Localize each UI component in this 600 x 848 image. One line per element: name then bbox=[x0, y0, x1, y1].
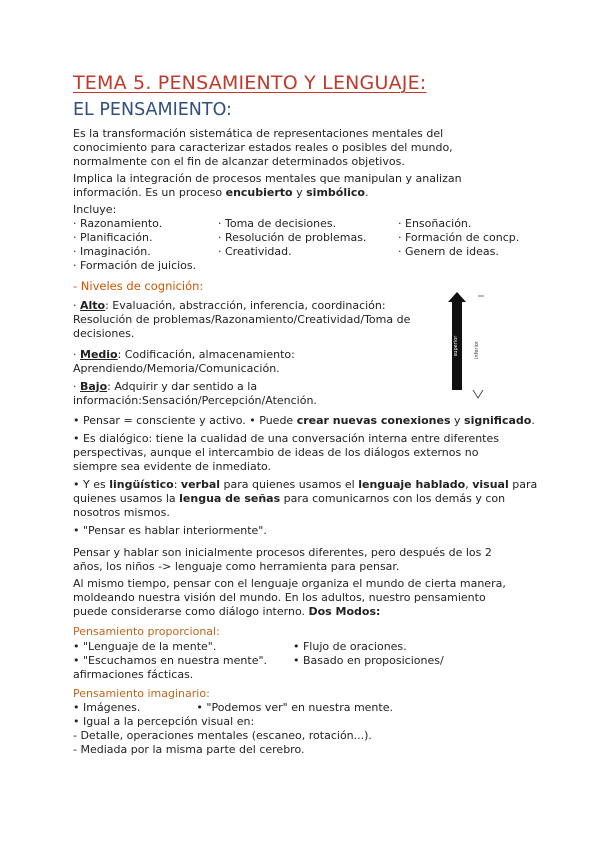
paragraph-line: Al mismo tiempo, pensar con el lenguaje organiza el mundo de cierta manera, bbox=[73, 577, 506, 590]
nivel-line: decisiones. bbox=[73, 327, 135, 340]
text: • Imágenes. bbox=[73, 701, 141, 714]
text: para quienes usamos el bbox=[220, 478, 359, 491]
list-item bbox=[73, 701, 393, 715]
list-item: - Detalle, operaciones mentales (escaneo, rotación...). bbox=[73, 729, 372, 742]
text: . bbox=[364, 186, 369, 199]
paragraph-dos-modos bbox=[73, 577, 543, 619]
arrow-head-up bbox=[448, 292, 466, 302]
list-item: · Imaginación. bbox=[73, 245, 151, 258]
text: • "Podemos ver" en nuestra mente. bbox=[196, 701, 393, 714]
page-title: TEMA 5. PENSAMIENTO Y LENGUAJE: bbox=[73, 72, 427, 94]
bold-term: lenguaje hablado bbox=[358, 478, 466, 491]
list-item: · Ensoñación. bbox=[398, 217, 472, 230]
text: quienes usamos la bbox=[73, 492, 180, 505]
nivel-label: Alto bbox=[80, 299, 106, 312]
implica-line bbox=[73, 186, 543, 200]
arrow-head-down bbox=[473, 390, 483, 398]
text: • Y es bbox=[73, 478, 110, 491]
bold-term: simbólico bbox=[306, 186, 365, 199]
list-item: · Genern de ideas. bbox=[398, 245, 499, 258]
definition-line: normalmente con el fin de alcanzar determinados objetivos. bbox=[73, 155, 405, 168]
cognition-level-arrow bbox=[444, 292, 488, 402]
bullet-line bbox=[73, 492, 543, 506]
nivel-medio bbox=[73, 348, 443, 376]
definition-line: conocimiento para caracterizar estados reales o posibles del mundo, bbox=[73, 141, 453, 154]
implica-line: Implica la integración de procesos mentales que manipulan y analizan bbox=[73, 172, 462, 185]
text: : Codificación, almacenamiento: bbox=[117, 348, 295, 361]
list-item: · Formación de juicios. bbox=[73, 259, 197, 272]
paragraph-line: moldeando nuestra visión del mundo. En los adultos, nuestro pensamiento bbox=[73, 591, 486, 604]
bold-term: crear nuevas conexiones bbox=[296, 414, 451, 427]
bold-term: lengua de señas bbox=[179, 492, 281, 505]
text: . bbox=[531, 414, 535, 427]
text: , bbox=[465, 478, 473, 491]
text: para bbox=[508, 478, 538, 491]
text: para comunicarnos con los demás y con bbox=[280, 492, 506, 505]
bold-term: lingüístico bbox=[109, 478, 174, 491]
bullet-line: • Es dialógico: tiene la cualidad de una conversación interna entre diferentes bbox=[73, 432, 499, 445]
pensamiento-proporcional-heading: Pensamiento proporcional: bbox=[73, 625, 220, 638]
incluye-column-1 bbox=[73, 217, 196, 273]
list-item: • Basado en proposiciones/ bbox=[293, 654, 444, 667]
bullet-consciente bbox=[73, 414, 543, 428]
incluye-column-2 bbox=[218, 217, 366, 259]
list-item: · Planificación. bbox=[73, 231, 153, 244]
list-item: • Igual a la percepción visual en: bbox=[73, 715, 255, 728]
arrow-right-label: inferior bbox=[474, 341, 480, 359]
definition-paragraph bbox=[73, 127, 543, 169]
text: puede considerarse como diálogo interno. bbox=[73, 605, 309, 618]
pensamiento-imaginario-heading: Pensamiento imaginario: bbox=[73, 687, 210, 700]
incluye-label: Incluye: bbox=[73, 203, 117, 216]
list-item: • Flujo de oraciones. bbox=[293, 640, 407, 653]
proporcional-column-1 bbox=[73, 640, 267, 682]
list-item: - Mediada por la misma parte del cerebro. bbox=[73, 743, 305, 756]
list-item: · Creatividad. bbox=[218, 245, 292, 258]
paragraph-line bbox=[73, 605, 543, 619]
list-item: • "Lenguaje de la mente". bbox=[73, 640, 217, 653]
nivel-bajo bbox=[73, 380, 443, 408]
paragraph-pensar-hablar bbox=[73, 546, 543, 574]
bullet-line: perspectivas, aunque el intercambio de ideas de los diálogos externos no bbox=[73, 446, 479, 459]
bold-term: Dos Modos: bbox=[308, 605, 381, 618]
nivel-line: · Bajo: Adquirir y dar sentido a la bbox=[73, 380, 258, 393]
bullet-dialogico bbox=[73, 432, 543, 474]
implica-paragraph bbox=[73, 172, 543, 200]
proporcional-column-2 bbox=[293, 640, 444, 668]
bold-term: significado bbox=[464, 414, 532, 427]
bold-term: verbal bbox=[180, 478, 221, 491]
niveles-heading: - Niveles de cognición: bbox=[73, 279, 204, 293]
text: : Adquirir y dar sentido a la bbox=[107, 380, 258, 393]
nivel-label: Bajo bbox=[80, 380, 108, 393]
bold-term: encubierto bbox=[225, 186, 293, 199]
list-item: • "Escuchamos en nuestra mente". bbox=[73, 654, 268, 667]
nivel-line: · Medio: Codificación, almacenamiento: bbox=[73, 348, 295, 361]
bold-term: visual bbox=[472, 478, 509, 491]
bullet-linguistico bbox=[73, 478, 543, 520]
bullet-line bbox=[73, 478, 543, 492]
list-item: · Resolución de problemas. bbox=[218, 231, 367, 244]
paragraph-line: años, los niños -> lenguaje como herramienta para pensar. bbox=[73, 560, 400, 573]
nivel-line: información:Sensación/Percepción/Atención. bbox=[73, 394, 317, 407]
bullet-line: siempre sea evidente de inmediato. bbox=[73, 460, 272, 473]
list-item: afirmaciones fácticas. bbox=[73, 668, 194, 681]
nivel-line: Aprendiendo/Memoria/Comunicación. bbox=[73, 362, 280, 375]
incluye-column-3 bbox=[398, 217, 519, 259]
section-title: EL PENSAMIENTO: bbox=[73, 100, 232, 120]
paragraph-line: Pensar y hablar son inicialmente procesos diferentes, pero después de los 2 bbox=[73, 546, 492, 559]
arrow-left-label: superior bbox=[453, 335, 459, 357]
text: información. Es un proceso bbox=[73, 186, 226, 199]
text: : bbox=[173, 478, 181, 491]
nivel-line: Resolución de problemas/Razonamiento/Creatividad/Toma de bbox=[73, 313, 411, 326]
list-item: · Formación de concp. bbox=[398, 231, 520, 244]
bullet-line: nosotros mismos. bbox=[73, 506, 170, 519]
text: • Pensar = consciente y activo. • Puede bbox=[73, 414, 297, 427]
list-item: · Toma de decisiones. bbox=[218, 217, 337, 230]
imaginario-list bbox=[73, 701, 393, 757]
nivel-label: Medio bbox=[80, 348, 118, 361]
definition-line: Es la transformación sistemática de representaciones mentales del bbox=[73, 127, 444, 140]
text: y bbox=[450, 414, 465, 427]
list-item: · Razonamiento. bbox=[73, 217, 163, 230]
nivel-line: · Alto: Evaluación, abstracción, inferencia, coordinación: bbox=[73, 299, 386, 312]
bullet-pensar-hablar: • "Pensar es hablar interiormente". bbox=[73, 524, 267, 537]
nivel-alto bbox=[73, 299, 443, 341]
text: : Evaluación, abstracción, inferencia, coordinación: bbox=[105, 299, 386, 312]
text: y bbox=[292, 186, 307, 199]
